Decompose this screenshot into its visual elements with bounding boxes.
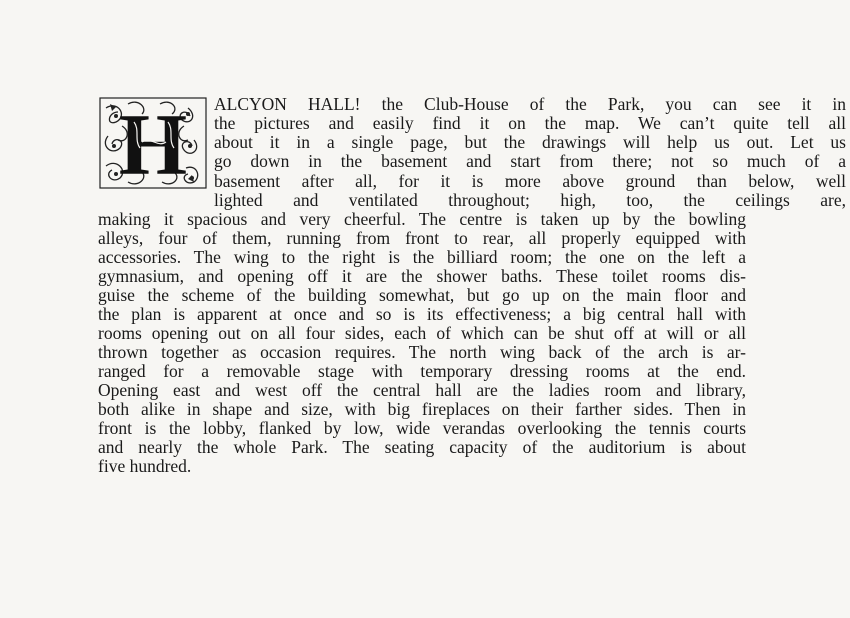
paragraph-line: accessories. The wing to the right is the billiard room; the one on the left a [98,247,746,267]
paragraph-line: Opening east and west off the central hall are the ladies room and library, [98,380,746,400]
paragraph-line: both alike in shape and size, with big fireplaces on their farther sides. Then in [98,399,746,419]
paragraph-line: and nearly the whole Park. The seating capacity of the auditorium is about [98,437,746,457]
paragraph-line: ALCYON HALL! the Club-House of the Park, you can see it in [214,94,846,114]
paragraph-line: basement after all, for it is more above ground than below, well [214,171,846,191]
paragraph-line: alleys, four of them, running from front to rear, all properly equipped with [98,228,746,248]
ornamental-drop-cap-icon [98,96,208,190]
paragraph-line: ranged for a removable stage with temporary dressing rooms at the end. [98,361,746,381]
paragraph-line: gymnasium, and opening off it are the shower baths. These toilet rooms dis- [98,266,746,286]
paragraph-line: making it spacious and very cheerful. The centre is taken up by the bowling [98,209,746,229]
paragraph-line: lighted and ventilated throughout; high, too, the ceilings are, [214,190,846,210]
paragraph-line: thrown together as occasion requires. The north wing back of the arch is ar- [98,342,746,362]
paragraph-line: the plan is apparent at once and so is its effectiveness; a big central hall with [98,304,746,324]
paragraph-line: guise the scheme of the building somewhat, but go up on the main floor and [98,285,746,305]
paragraph-line: front is the lobby, flanked by low, wide verandas overlooking the tennis courts [98,418,746,438]
paragraph-line: five hundred. [98,456,192,476]
paragraph-line: go down in the basement and start from there; not so much of a [214,151,846,171]
paragraph-line: rooms opening out on all four sides, each of which can be shut off at will or all [98,323,746,343]
drop-cap-letter: H [118,97,188,190]
paragraph-line: about it in a single page, but the drawings will help us out. Let us [214,132,846,152]
paragraph-line: the pictures and easily find it on the map. We can’t quite tell all [214,113,846,133]
